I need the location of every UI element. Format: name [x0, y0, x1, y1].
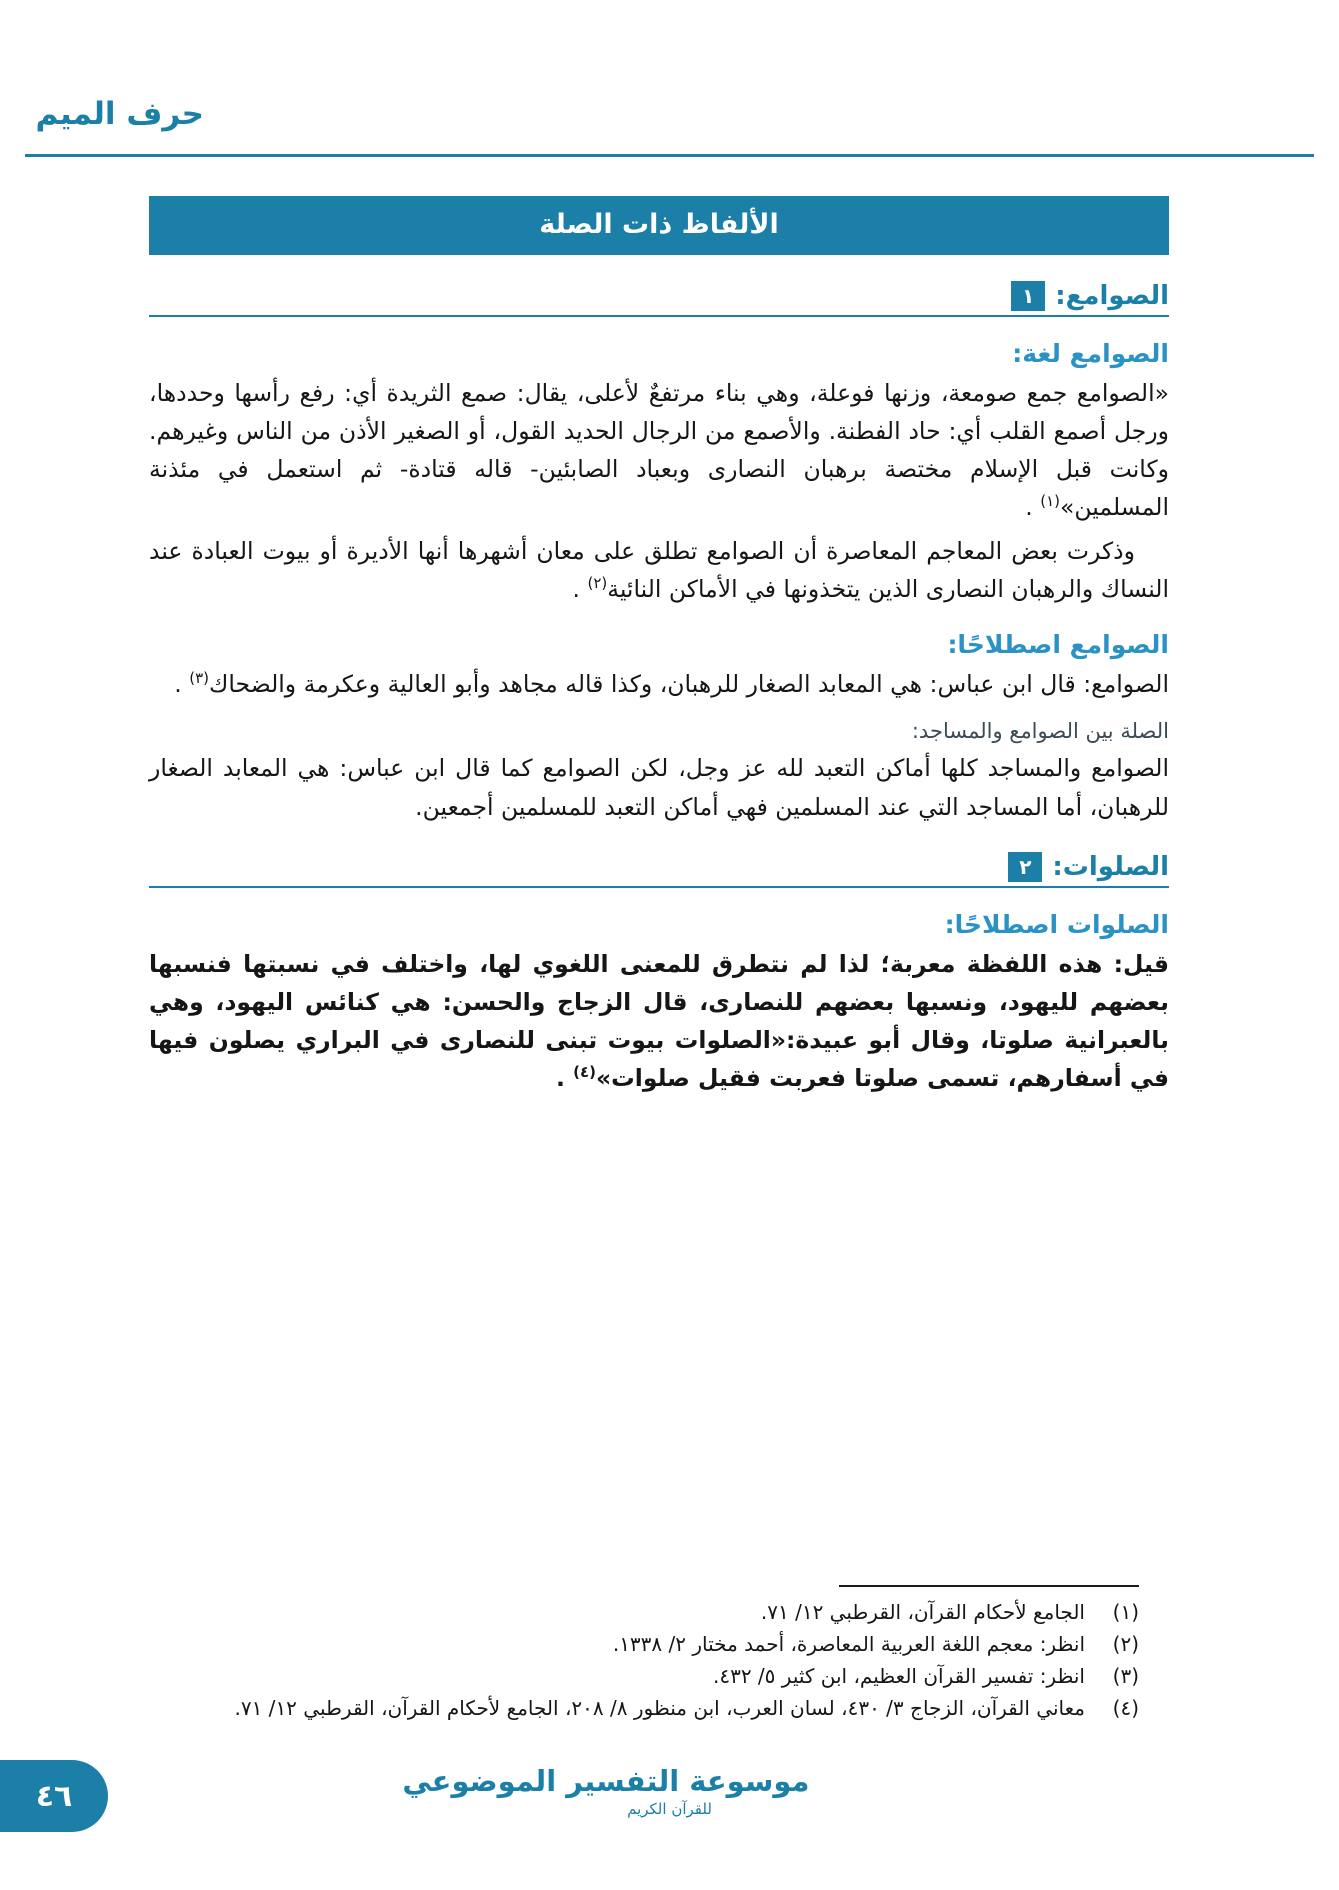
- page-number-badge: ٤٦: [0, 1760, 108, 1832]
- entry-number-1: ١: [1011, 281, 1045, 311]
- subsection-heading-lugha: الصوامع لغة:: [1012, 339, 1169, 368]
- header-chapter-title: حرف الميم: [35, 96, 204, 132]
- paragraph-lugha-1: «الصوامع جمع صومعة، وزنها فوعلة، وهي بناء مرتفعٌ لأعلى، يقال: صمع الثريدة أي: رفع رأسها وحددها، ورجل أصمع القلب أي: حاد الفطنة. والأصمع من الرجال الحديد القول، أو الصغير الأذن من الناس وغيرهم. وكانت قبل الإسلام مختصة برهبان النصارى وبعباد الصابئين- قاله قتادة- ثم استعمل في مئذنة المسلمين»$^{(١)}$ .: [149, 379, 1169, 522]
- footnote-ref-1[interactable]: (١): [1040, 492, 1061, 511]
- page-header: [0, 96, 1339, 166]
- footnote-ref-4[interactable]: (٤): [573, 1062, 596, 1081]
- paragraph-lugha-2-text: وذكرت بعض المعاجم المعاصرة أن الصوامع تطلق على معان أشهرها أنها الأديرة أو بيوت العبادة عند النساك والرهبان النصارى الذين يتخذونها في الأماكن النائية: [149, 537, 1169, 604]
- footnote-marker: (١): [1112, 1600, 1139, 1624]
- footnote-text: معاني القرآن، الزجاج ٣/ ٤٣٠، لسان العرب، ابن منظور ٨/ ٢٠٨، الجامع لأحكام القرآن، القرطبي ١٢/ ٧١.: [234, 1696, 1085, 1720]
- footnote-item: [179, 1629, 1139, 1659]
- footnote-item: [179, 1597, 1139, 1627]
- footnote-text: الجامع لأحكام القرآن، القرطبي ١٢/ ٧١.: [760, 1600, 1085, 1624]
- footnotes-divider: [839, 1585, 1139, 1587]
- subsection-heading-istilah: الصوامع اصطلاحًا:: [947, 630, 1169, 660]
- paragraph-istilah-1-text: الصوامع: قال ابن عباس: هي المعابد الصغار للرهبان، وكذا قاله مجاهد وأبو العالية وعكرمة والضحاك: [209, 670, 1169, 699]
- entry-heading-1: [149, 281, 1169, 317]
- publisher-logo-main: موسوعة التفسير الموضوعي: [402, 1764, 810, 1798]
- publisher-logo: [402, 1764, 810, 1818]
- entry-title-1: الصوامع:: [1055, 281, 1169, 311]
- paragraph-salawat-1-text: قيل: هذه اللفظة معربة؛ لذا لم نتطرق للمعنى اللغوي لها، واختلف في نسبتها فنسبها بعضهم لليهود، ونسبها بعضهم للنصارى، قال الزجاج والحسن: هي كنائس اليهود، وهي بالعبرانية صلوتا، وقال أبو عبيدة:«الصلوات بيوت تبنى للنصارى في البراري يصلون فيها في أسفارهم، تسمى صلوتا فعربت فقيل صلوات»: [149, 949, 1169, 1092]
- paragraph-salawat-1: قيل: هذه اللفظة معربة؛ لذا لم نتطرق للمعنى اللغوي لها، واختلف في نسبتها فنسبها بعضهم لليهود، ونسبها بعضهم للنصارى، قال الزجاج والحسن: هي كنائس اليهود، وهي بالعبرانية صلوتا، وقال أبو عبيدة:«الصلوات بيوت تبنى للنصارى في البراري يصلون فيها في أسفارهم، تسمى صلوتا فعربت فقيل صلوات»$^{(٤)}$ .: [149, 949, 1169, 1092]
- paragraph-lugha-1-text: «الصوامع جمع صومعة، وزنها فوعلة، وهي بناء مرتفعٌ لأعلى، يقال: صمع الثريدة أي: رفع رأسها وحددها، ورجل أصمع القلب أي: حاد الفطنة. والأصمع من الرجال الحديد القول، أو الصغير الأذن من الناس وغيرهم. وكانت قبل الإسلام مختصة برهبان النصارى وبعباد الصابئين- قاله قتادة- ثم استعمل في مئذنة المسلمين»: [149, 379, 1169, 522]
- subsection-heading-relation: الصلة بين الصوامع والمساجد:: [911, 719, 1169, 744]
- footnote-item: [179, 1661, 1139, 1691]
- footnotes-block: [179, 1585, 1139, 1725]
- paragraph-istilah-1: الصوامع: قال ابن عباس: هي المعابد الصغار للرهبان، وكذا قاله مجاهد وأبو العالية وعكرمة والضحاك$^{(٣)}$ .: [174, 669, 1169, 699]
- footnote-item: [179, 1693, 1139, 1723]
- footnote-ref-3[interactable]: (٣): [189, 669, 210, 688]
- entry-title-2: الصلوات:: [1052, 851, 1169, 882]
- footnote-text: انظر: معجم اللغة العربية المعاصرة، أحمد مختار ٢/ ١٣٣٨.: [612, 1632, 1085, 1656]
- footnote-marker: (٤): [1112, 1696, 1139, 1720]
- footnote-marker: (٢): [1112, 1632, 1139, 1656]
- paragraph-relation-1: الصوامع والمساجد كلها أماكن التعبد لله عز وجل، لكن الصوامع كما قال ابن عباس: هي المعابد الصغار للرهبان، أما المساجد التي عند المسلمين فهي أماكن التعبد للمسلمين أجمعين.: [149, 754, 1169, 821]
- section-banner: الألفاظ ذات الصلة: [149, 196, 1169, 255]
- footnote-text: انظر: تفسير القرآن العظيم، ابن كثير ٥/ ٤٣٢.: [712, 1664, 1085, 1688]
- footnote-marker: (٣): [1112, 1664, 1139, 1688]
- publisher-logo-sub: للقرآن الكريم: [627, 1800, 712, 1818]
- main-content: [149, 196, 1169, 1097]
- subsection-heading-salawat-istilah: الصلوات اصطلاحًا:: [944, 909, 1169, 939]
- header-divider: [25, 154, 1314, 157]
- entry-heading-2: [149, 852, 1169, 888]
- entry-number-2: ٢: [1008, 852, 1042, 882]
- paragraph-lugha-2: وذكرت بعض المعاجم المعاصرة أن الصوامع تطلق على معان أشهرها أنها الأديرة أو بيوت العبادة عند النساك والرهبان النصارى الذين يتخذونها في الأماكن النائية$^{(٢)}$ .: [149, 537, 1169, 604]
- footnote-ref-2[interactable]: (٢): [587, 574, 608, 593]
